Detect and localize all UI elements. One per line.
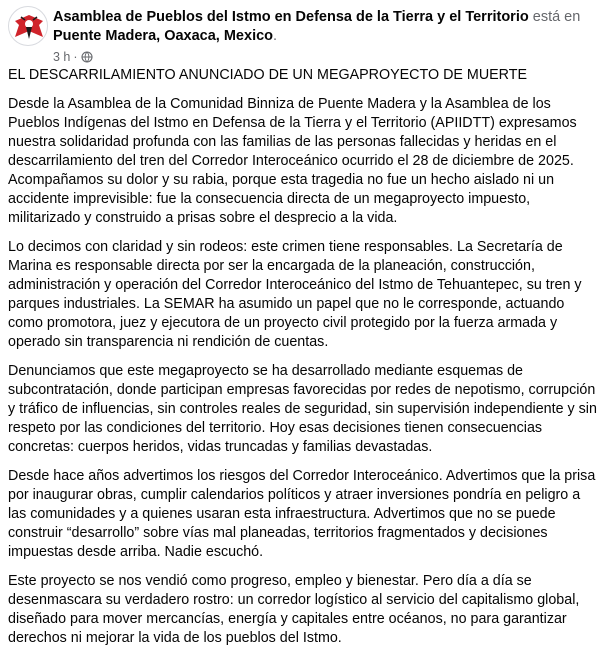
location-link[interactable]: Puente Madera, Oaxaca, Mexico: [53, 28, 274, 44]
organization-logo-icon: [9, 7, 48, 46]
post-paragraph: Denunciamos que este megaproyecto se ha desarrollado mediante esquemas de subcontratación, donde participan empresas favorecidas por redes de nepotismo, corrupción y tráfico de influencias, sin controles reales de seguridad, sin supervisión independiente y sin respeto por las condiciones del territorio. Hoy esas decisiones tienen consecuencias concretas: cuerpos heridos, vidas truncadas y familias devastadas.: [8, 363, 597, 455]
post-paragraph: Desde hace años advertimos los riesgos del Corredor Interoceánico. Advertimos que la prisa por inaugurar obras, cumplir calendarios políticos y atraer inversiones pondría en peligro a las comunidades y a quienes usaran esta infraestructura. Advertimos que no se puede construir “desarrollo” sobre vías mal planeadas, territorios fragmentados y decisiones impuestas desde arriba. Nadie escuchó.: [8, 468, 596, 560]
post-body: [8, 66, 600, 658]
post-paragraph: Desde la Asamblea de la Comunidad Binniza de Puente Madera y la Asamblea de los Pueblos Indígenas del Istmo en Defensa de la Tierra y el Territorio (APIIDTT) expresamos nuestra solidaridad profunda con las familias de las personas fallecidas y heridas en el descarrilamiento del tren del Corredor Interoceánico ocurrido el 28 de diciembre de 2025. Acompañamos su dolor y su rabia, porque esta tragedia no fue un hecho aislado ni un accidente imprevisible: fue la consecuencia directa de un megaproyecto impuesto, militarizado y construido a prisas sobre el desprecio a la vida.: [8, 96, 577, 226]
avatar[interactable]: [8, 6, 48, 46]
globe-icon: [81, 51, 93, 63]
author-line: [53, 8, 598, 46]
location-period: .: [273, 28, 278, 44]
post-timestamp[interactable]: 3 h: [53, 50, 71, 64]
post-paragraph: Este proyecto se nos vendió como progreso, empleo y bienestar. Pero día a día se desenmascara su verdadero rostro: un corredor logístico al servicio del capitalismo global, diseñado para mover mercancías, energía y capitales entre océanos, no para garantizar derechos ni mejorar la vida de los pueblos del Istmo.: [8, 573, 580, 646]
post-title: EL DESCARRILAMIENTO ANUNCIADO DE UN MEGAPROYECTO DE MUERTE: [8, 67, 528, 83]
post-paragraph: Lo decimos con claridad y sin rodeos: este crimen tiene responsables. La Secretaría de Marina es responsable directa por ser la encargada de la planeación, construcción, administración y operación del Corredor Interoceánico del Istmo de Tehuantepec, su tren y parques industriales. La SEMAR ha asumido un papel que no le corresponde, actuando como promotora, juez y ejecutora de un proyecto civil protegido por la fuerza armada y operado sin transparencia ni rendición de cuentas.: [8, 239, 582, 350]
post-meta: [53, 49, 93, 65]
post-header: [8, 6, 600, 62]
author-name[interactable]: Asamblea de Pueblos del Istmo en Defensa de la Tierra y el Territorio: [53, 9, 529, 25]
meta-separator: ·: [73, 50, 78, 64]
location-connector: está en: [532, 9, 581, 25]
